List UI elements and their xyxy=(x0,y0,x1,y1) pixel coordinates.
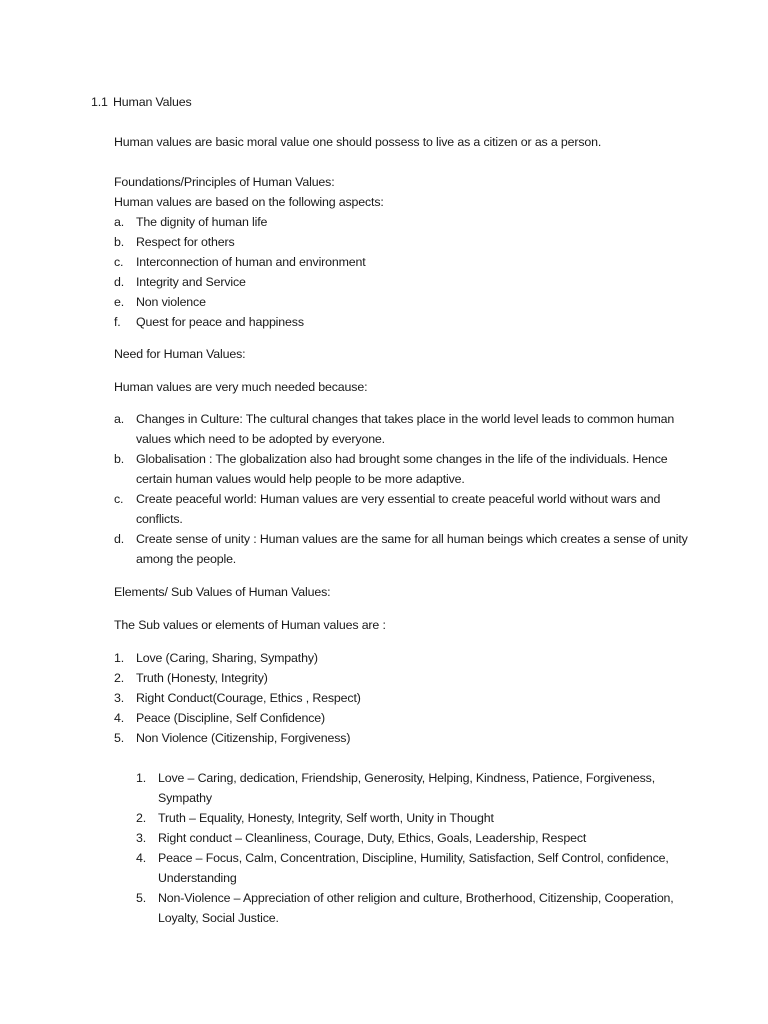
list-item xyxy=(136,768,696,808)
list-marker: e. xyxy=(114,295,125,309)
foundations-list xyxy=(114,212,694,332)
list-marker: a. xyxy=(114,215,125,229)
need-heading: Need for Human Values: xyxy=(114,347,246,361)
list-item-text: Love (Caring, Sharing, Sympathy) xyxy=(136,651,318,665)
section-heading xyxy=(91,94,192,110)
list-item-text: Integrity and Service xyxy=(136,275,246,289)
section-number: 1.1 xyxy=(91,95,108,109)
list-item xyxy=(136,808,696,828)
list-item xyxy=(114,212,694,232)
list-marker: c. xyxy=(114,255,124,269)
list-item xyxy=(114,292,694,312)
need-list xyxy=(114,409,694,569)
elements-list xyxy=(114,648,694,748)
foundations-lead: Human values are based on the following aspects: xyxy=(114,195,384,209)
list-marker: b. xyxy=(114,235,125,249)
list-item xyxy=(114,708,694,728)
need-heading-block xyxy=(114,344,694,364)
list-item-text: Changes in Culture: The cultural changes that takes place in the world level leads to common human values which need to be adopted by everyone. xyxy=(136,412,675,446)
list-marker: b. xyxy=(114,452,125,466)
elements-detail-list xyxy=(136,768,696,928)
list-item xyxy=(114,272,694,292)
list-marker: f. xyxy=(114,315,121,329)
elements-lead: The Sub values or elements of Human values are : xyxy=(114,618,386,632)
list-item-text: Non-Violence – Appreciation of other religion and culture, Brotherhood, Citizenship, Cooperation, Loyalty, Social Justice. xyxy=(158,891,674,925)
list-item-text: Peace – Focus, Calm, Concentration, Discipline, Humility, Satisfaction, Self Control, confidence, Understanding xyxy=(158,851,669,885)
list-item xyxy=(136,888,696,928)
section-title: Human Values xyxy=(113,95,192,109)
list-item-text: The dignity of human life xyxy=(136,215,268,229)
list-item-text: Create peaceful world: Human values are very essential to create peaceful world without wars and conflicts. xyxy=(136,492,661,526)
list-item xyxy=(114,668,694,688)
list-item-text: Truth (Honesty, Integrity) xyxy=(136,671,268,685)
list-marker: d. xyxy=(114,275,125,289)
foundations-section xyxy=(114,172,694,332)
need-lead: Human values are very much needed because: xyxy=(114,380,368,394)
list-item xyxy=(114,728,694,748)
list-item xyxy=(114,489,694,529)
list-marker: a. xyxy=(114,412,125,426)
list-item-text: Right conduct – Cleanliness, Courage, Duty, Ethics, Goals, Leadership, Respect xyxy=(158,831,587,845)
list-item xyxy=(114,252,694,272)
intro-paragraph xyxy=(114,132,694,152)
list-item xyxy=(114,449,694,489)
list-item xyxy=(114,312,694,332)
list-item-text: Globalisation : The globalization also had brought some changes in the life of the individuals. Hence certain human values would help people to be more adaptive. xyxy=(136,452,668,486)
foundations-heading: Foundations/Principles of Human Values: xyxy=(114,175,335,189)
list-marker: 4. xyxy=(136,851,147,865)
list-marker: d. xyxy=(114,532,125,546)
list-marker: 3. xyxy=(136,831,147,845)
list-marker: 1. xyxy=(114,651,125,665)
list-item-text: Interconnection of human and environment xyxy=(136,255,366,269)
list-marker: 2. xyxy=(114,671,125,685)
list-item xyxy=(136,848,696,888)
list-marker: 2. xyxy=(136,811,147,825)
need-lead-block xyxy=(114,377,694,397)
list-item-text: Love – Caring, dedication, Friendship, Generosity, Helping, Kindness, Patience, Forgiveness, Sympathy xyxy=(158,771,656,805)
list-item xyxy=(114,409,694,449)
list-item xyxy=(114,232,694,252)
elements-lead-block xyxy=(114,615,694,635)
list-item xyxy=(114,648,694,668)
elements-heading: Elements/ Sub Values of Human Values: xyxy=(114,585,331,599)
list-marker: c. xyxy=(114,492,124,506)
list-marker: 5. xyxy=(136,891,147,905)
list-item xyxy=(114,529,694,569)
intro-text: Human values are basic moral value one should possess to live as a citizen or as a person. xyxy=(114,135,602,149)
elements-heading-block xyxy=(114,582,694,602)
list-item-text: Non violence xyxy=(136,295,206,309)
list-item-text: Peace (Discipline, Self Confidence) xyxy=(136,711,325,725)
list-marker: 3. xyxy=(114,691,125,705)
list-marker: 1. xyxy=(136,771,147,785)
list-marker: 5. xyxy=(114,731,125,745)
list-item-text: Respect for others xyxy=(136,235,235,249)
list-item xyxy=(114,688,694,708)
list-item-text: Truth – Equality, Honesty, Integrity, Self worth, Unity in Thought xyxy=(158,811,494,825)
list-item xyxy=(136,828,696,848)
list-item-text: Quest for peace and happiness xyxy=(136,315,304,329)
list-item-text: Non Violence (Citizenship, Forgiveness) xyxy=(136,731,351,745)
list-item-text: Create sense of unity : Human values are the same for all human beings which creates a sense of unity among the people. xyxy=(136,532,688,566)
list-marker: 4. xyxy=(114,711,125,725)
list-item-text: Right Conduct(Courage, Ethics , Respect) xyxy=(136,691,361,705)
